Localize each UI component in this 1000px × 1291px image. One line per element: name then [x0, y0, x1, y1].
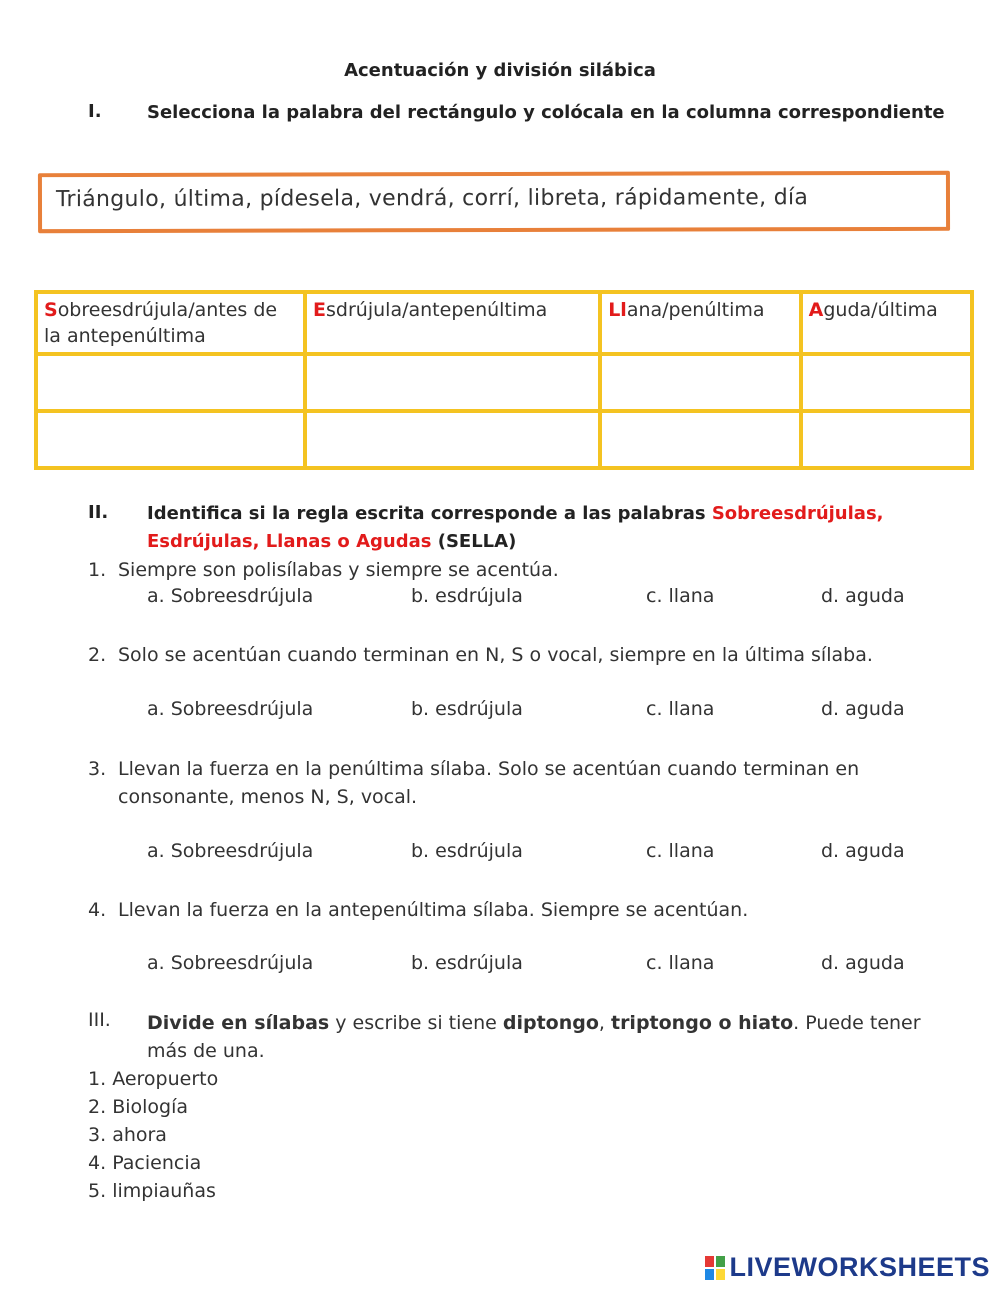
section-1-instruction: Selecciona la palabra del rectángulo y colócala en la columna correspondiente — [147, 102, 945, 123]
drop-cell-llana-1[interactable] — [600, 354, 800, 411]
option-a[interactable]: a. Sobreesdrújula — [147, 585, 314, 607]
header-esdrujula: Esdrújula/antepenúltima — [305, 292, 600, 354]
question-1-options — [147, 585, 947, 613]
drop-cell-sobreesdrujula-1[interactable] — [36, 354, 305, 411]
question-3: 3. Llevan la fuerza en la penúltima sílaba. Solo se acentúan cuando terminan en consonante, menos N, S, vocal. — [88, 758, 860, 808]
section-2-numeral: II. — [88, 502, 109, 523]
option-a[interactable]: a. Sobreesdrújula — [147, 698, 314, 720]
table-row — [36, 354, 972, 411]
list-item: 2. Biología — [88, 1096, 189, 1118]
drop-cell-aguda-1[interactable] — [801, 354, 972, 411]
page-title: Acentuación y división silábica — [344, 60, 656, 81]
section-2-instruction: Identifica si la regla escrita corresponde a las palabras Sobreesdrújulas, Esdrújulas, Llanas o Agudas (SELLA) — [147, 503, 884, 552]
word-bank-text: Triángulo, última, pídesela, vendrá, corrí, libreta, rápidamente, día — [55, 185, 809, 213]
question-2: 2. Solo se acentúan cuando terminan en N, S o vocal, siempre en la última sílaba. — [88, 644, 873, 666]
question-4-options — [147, 952, 947, 980]
drop-cell-llana-2[interactable] — [600, 411, 800, 468]
option-a[interactable]: a. Sobreesdrújula — [147, 840, 314, 862]
option-d[interactable]: d. aguda — [821, 585, 905, 607]
drop-cell-esdrujula-1[interactable] — [305, 354, 600, 411]
liveworksheets-logo: LIVEWORKSHEETS — [705, 1252, 990, 1283]
option-d[interactable]: d. aguda — [821, 952, 905, 974]
logo-icon — [705, 1256, 725, 1280]
list-item: 1. Aeropuerto — [88, 1068, 219, 1090]
option-b[interactable]: b. esdrújula — [411, 585, 523, 607]
option-c[interactable]: c. llana — [646, 585, 715, 607]
header-aguda: Aguda/última — [801, 292, 972, 354]
drop-cell-aguda-2[interactable] — [801, 411, 972, 468]
option-b[interactable]: b. esdrújula — [411, 952, 523, 974]
list-item: 3. ahora — [88, 1124, 167, 1146]
table-row — [36, 411, 972, 468]
option-c[interactable]: c. llana — [646, 698, 715, 720]
list-item: 5. limpiauñas — [88, 1180, 216, 1202]
section-1-numeral: I. — [88, 101, 102, 122]
question-1: 1. Siempre son polisílabas y siempre se acentúa. — [88, 559, 559, 581]
section-3-instruction: Divide en sílabas y escribe si tiene diptongo, triptongo o hiato. Puede tener más de una. — [147, 1012, 921, 1062]
option-d[interactable]: d. aguda — [821, 698, 905, 720]
option-b[interactable]: b. esdrújula — [411, 698, 523, 720]
drop-cell-esdrujula-2[interactable] — [305, 411, 600, 468]
header-sobreesdrujula: Sobreesdrújula/antes de la antepenúltima — [36, 292, 305, 354]
option-c[interactable]: c. llana — [646, 840, 715, 862]
option-d[interactable]: d. aguda — [821, 840, 905, 862]
word-bank-box — [38, 171, 950, 233]
header-llana: Llana/penúltima — [600, 292, 800, 354]
syllable-list — [88, 1065, 218, 1205]
sella-table — [34, 290, 974, 470]
option-a[interactable]: a. Sobreesdrújula — [147, 952, 314, 974]
table-header-row — [36, 292, 972, 354]
question-4: 4. Llevan la fuerza en la antepenúltima sílaba. Siempre se acentúan. — [88, 899, 749, 921]
option-b[interactable]: b. esdrújula — [411, 840, 523, 862]
drop-cell-sobreesdrujula-2[interactable] — [36, 411, 305, 468]
section-3-numeral: III. — [88, 1009, 111, 1031]
list-item: 4. Paciencia — [88, 1152, 202, 1174]
question-3-options — [147, 840, 947, 868]
question-2-options — [147, 698, 947, 726]
option-c[interactable]: c. llana — [646, 952, 715, 974]
